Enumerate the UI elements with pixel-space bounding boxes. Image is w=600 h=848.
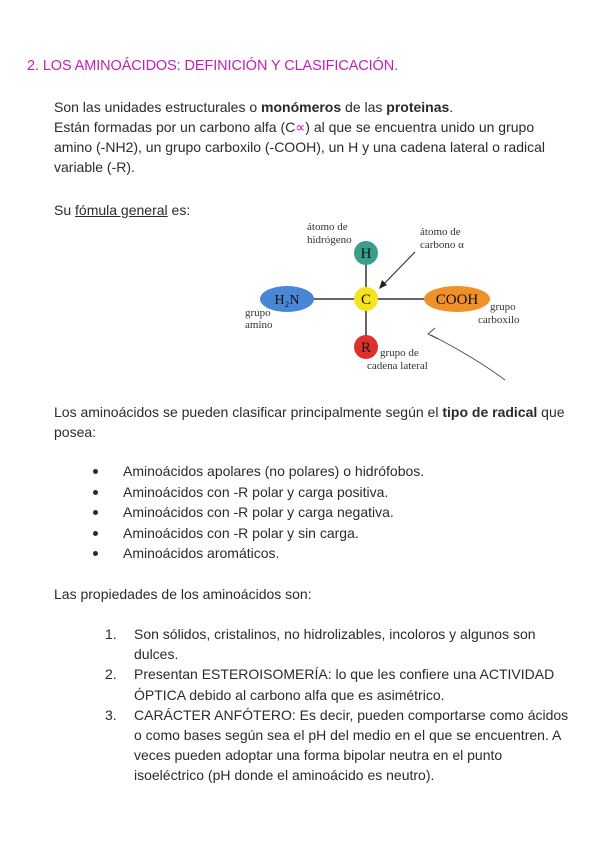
list-item: 1. Son sólidos, cristalinos, no hidrolizables, incoloros y algunos son dulces.	[105, 626, 536, 663]
classification-paragraph: Los aminoácidos se pueden clasificar principalmente según el tipo de radical que posea:	[54, 404, 565, 440]
label-grupo-amino-1: grupo	[245, 307, 271, 319]
handdrawn-arrow-line	[431, 335, 505, 380]
label-grupo-carboxilo-1: grupo	[490, 301, 516, 313]
label-cadena-2: cadena lateral	[367, 360, 428, 372]
properties-intro: Las propiedades de los aminoácidos son:	[54, 586, 312, 602]
list-item: Aminoácidos con -R polar y carga positiva.	[90, 482, 424, 503]
intro-paragraph	[54, 97, 574, 177]
label-cadena-1: grupo de	[380, 347, 419, 359]
classification-list	[90, 461, 424, 564]
intro-line-1: Son las unidades estructurales o monómeros de las proteinas.	[54, 99, 454, 115]
list-item: Aminoácidos con -R polar y carga negativa.	[90, 502, 424, 523]
alpha-symbol: ∝	[295, 119, 306, 135]
label-atomo-hidrogeno-1: átomo de	[307, 221, 348, 233]
section-heading: 2. LOS AMINOÁCIDOS: DEFINICIÓN Y CLASIFICACIÓN.	[27, 58, 399, 74]
carbon-pointer-line	[381, 252, 415, 287]
list-item: Aminoácidos apolares (no polares) o hidrófobos.	[90, 461, 424, 482]
list-item: Aminoácidos con -R polar y sin carga.	[90, 523, 424, 544]
proteinas-term: proteinas	[386, 99, 450, 115]
monomeros-term: monómeros	[261, 99, 342, 115]
intro-line-2: Están formadas por un carbono alfa (C∝) al que se encuentra unido un grupo amino (-NH2), un grupo carboxilo (-COOH), un H y una cadena lateral o radical variable (-R).	[54, 119, 545, 175]
formula-term: fómula general	[75, 202, 168, 218]
formula-intro: Su fómula general es:	[54, 202, 191, 218]
list-item: Aminoácidos aromáticos.	[90, 543, 424, 564]
label-grupo-amino-2: amino	[245, 319, 273, 331]
hydrogen-symbol: H	[360, 246, 372, 262]
carboxyl-symbol: COOH	[435, 292, 479, 308]
properties-list	[105, 624, 570, 786]
label-atomo-carbono-1: átomo de	[420, 226, 461, 238]
carbon-symbol: C	[360, 292, 372, 308]
label-atomo-carbono-2: carbono α	[420, 239, 464, 251]
label-atomo-hidrogeno-2: hidrógeno	[307, 234, 352, 246]
tipo-radical-term: tipo de radical	[442, 404, 538, 420]
radical-symbol: R	[360, 340, 372, 356]
amino-acid-structure-diagram	[235, 215, 520, 385]
list-item: 2. Presentan ESTEROISOMERÍA: lo que les confiere una ACTIVIDAD ÓPTICA debido al carbono alfa que es asimétrico.	[105, 666, 555, 703]
label-grupo-carboxilo-2: carboxilo	[478, 314, 520, 326]
handdrawn-arrow-head	[428, 328, 438, 339]
amino-symbol: H₂N	[274, 293, 300, 308]
list-item: 3. CARÁCTER ANFÓTERO: Es decir, pueden comportarse como ácidos o como bases según sea el pH del medio en el que se encuentren. A veces pueden adoptar una forma bipolar neutra en el punto isoeléctrico (pH donde el aminoácido es neutro).	[105, 706, 569, 784]
